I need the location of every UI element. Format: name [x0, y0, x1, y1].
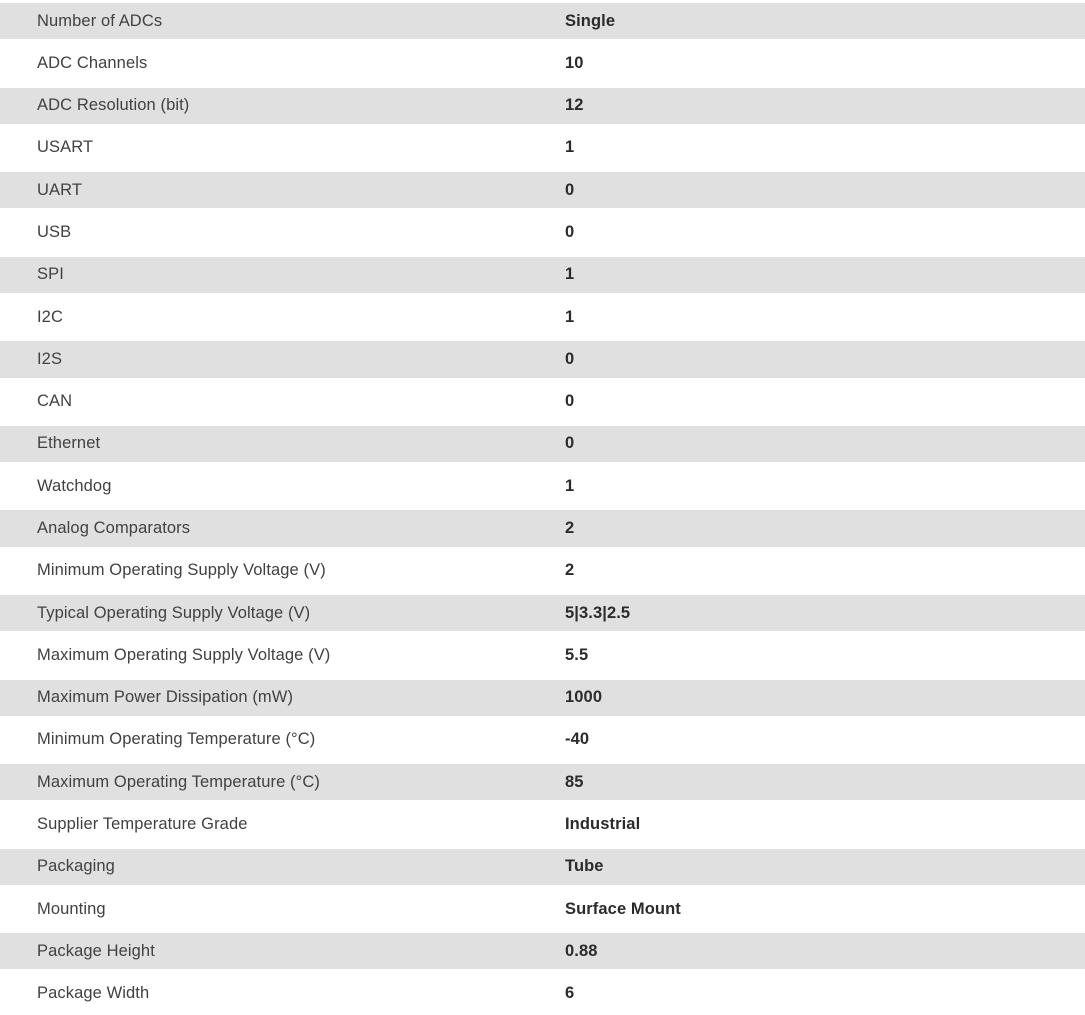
spec-value: 5.5: [565, 645, 589, 664]
spec-label: I2S: [37, 349, 63, 368]
table-row: [0, 42, 1085, 84]
table-row: [0, 592, 1085, 634]
table-row: [0, 169, 1085, 211]
spec-value: 5|3.3|2.5: [565, 603, 631, 622]
spec-label: Packaging: [37, 857, 115, 876]
table-row: [0, 211, 1085, 253]
spec-label: Mounting: [37, 899, 106, 918]
spec-label: USART: [37, 138, 94, 157]
spec-value: Surface Mount: [565, 899, 681, 918]
table-row: [0, 423, 1085, 465]
table-row: [0, 634, 1085, 676]
spec-label: Ethernet: [37, 434, 101, 453]
spec-label: Minimum Operating Temperature (°C): [37, 730, 316, 749]
table-row: [0, 127, 1085, 169]
spec-value: 0: [565, 180, 575, 199]
spec-label: ADC Resolution (bit): [37, 96, 190, 115]
table-row: [0, 507, 1085, 549]
table-row: [0, 888, 1085, 930]
spec-value: Tube: [565, 857, 604, 876]
spec-value: 0: [565, 392, 575, 411]
spec-label: Package Width: [37, 984, 150, 1003]
table-row: [0, 0, 1085, 42]
spec-label: Maximum Power Dissipation (mW): [37, 688, 294, 707]
spec-value: 85: [565, 772, 584, 791]
table-row: [0, 85, 1085, 127]
table-row: [0, 803, 1085, 845]
spec-value: 1: [565, 307, 575, 326]
table-row: [0, 677, 1085, 719]
spec-label: ADC Channels: [37, 53, 148, 72]
spec-label: UART: [37, 180, 83, 199]
spec-label: Typical Operating Supply Voltage (V): [37, 603, 311, 622]
spec-label: Maximum Operating Temperature (°C): [37, 772, 320, 791]
spec-value: 12: [565, 96, 584, 115]
table-row: [0, 846, 1085, 888]
spec-value: Industrial: [565, 814, 641, 833]
spec-value: 1: [565, 138, 575, 157]
spec-value: 1000: [565, 688, 603, 707]
spec-label: Maximum Operating Supply Voltage (V): [37, 645, 331, 664]
spec-label: Watchdog: [37, 476, 112, 495]
spec-label: I2C: [37, 307, 63, 326]
spec-value: 2: [565, 561, 575, 580]
spec-value: 1: [565, 476, 575, 495]
spec-value: 0: [565, 434, 575, 453]
spec-label: SPI: [37, 265, 64, 284]
table-row: [0, 465, 1085, 507]
spec-label: Supplier Temperature Grade: [37, 814, 248, 833]
table-row: [0, 930, 1085, 972]
table-row: [0, 761, 1085, 803]
spec-value: 0.88: [565, 941, 598, 960]
table-row: [0, 550, 1085, 592]
table-row: [0, 296, 1085, 338]
spec-label: Number of ADCs: [37, 11, 163, 30]
spec-label: Package Height: [37, 941, 155, 960]
spec-value: 6: [565, 984, 575, 1003]
table-row: [0, 338, 1085, 380]
spec-value: 10: [565, 53, 584, 72]
table-row: [0, 254, 1085, 296]
spec-value: 0: [565, 349, 575, 368]
table-row: [0, 719, 1085, 761]
spec-value: 2: [565, 519, 575, 538]
spec-label: CAN: [37, 392, 73, 411]
spec-value: -40: [565, 730, 590, 749]
spec-value: Single: [565, 11, 616, 30]
spec-label: Analog Comparators: [37, 519, 191, 538]
spec-label: USB: [37, 223, 72, 242]
table-row: [0, 972, 1085, 1014]
table-row: [0, 381, 1085, 423]
spec-value: 1: [565, 265, 575, 284]
spec-value: 0: [565, 223, 575, 242]
spec-label: Minimum Operating Supply Voltage (V): [37, 561, 326, 580]
